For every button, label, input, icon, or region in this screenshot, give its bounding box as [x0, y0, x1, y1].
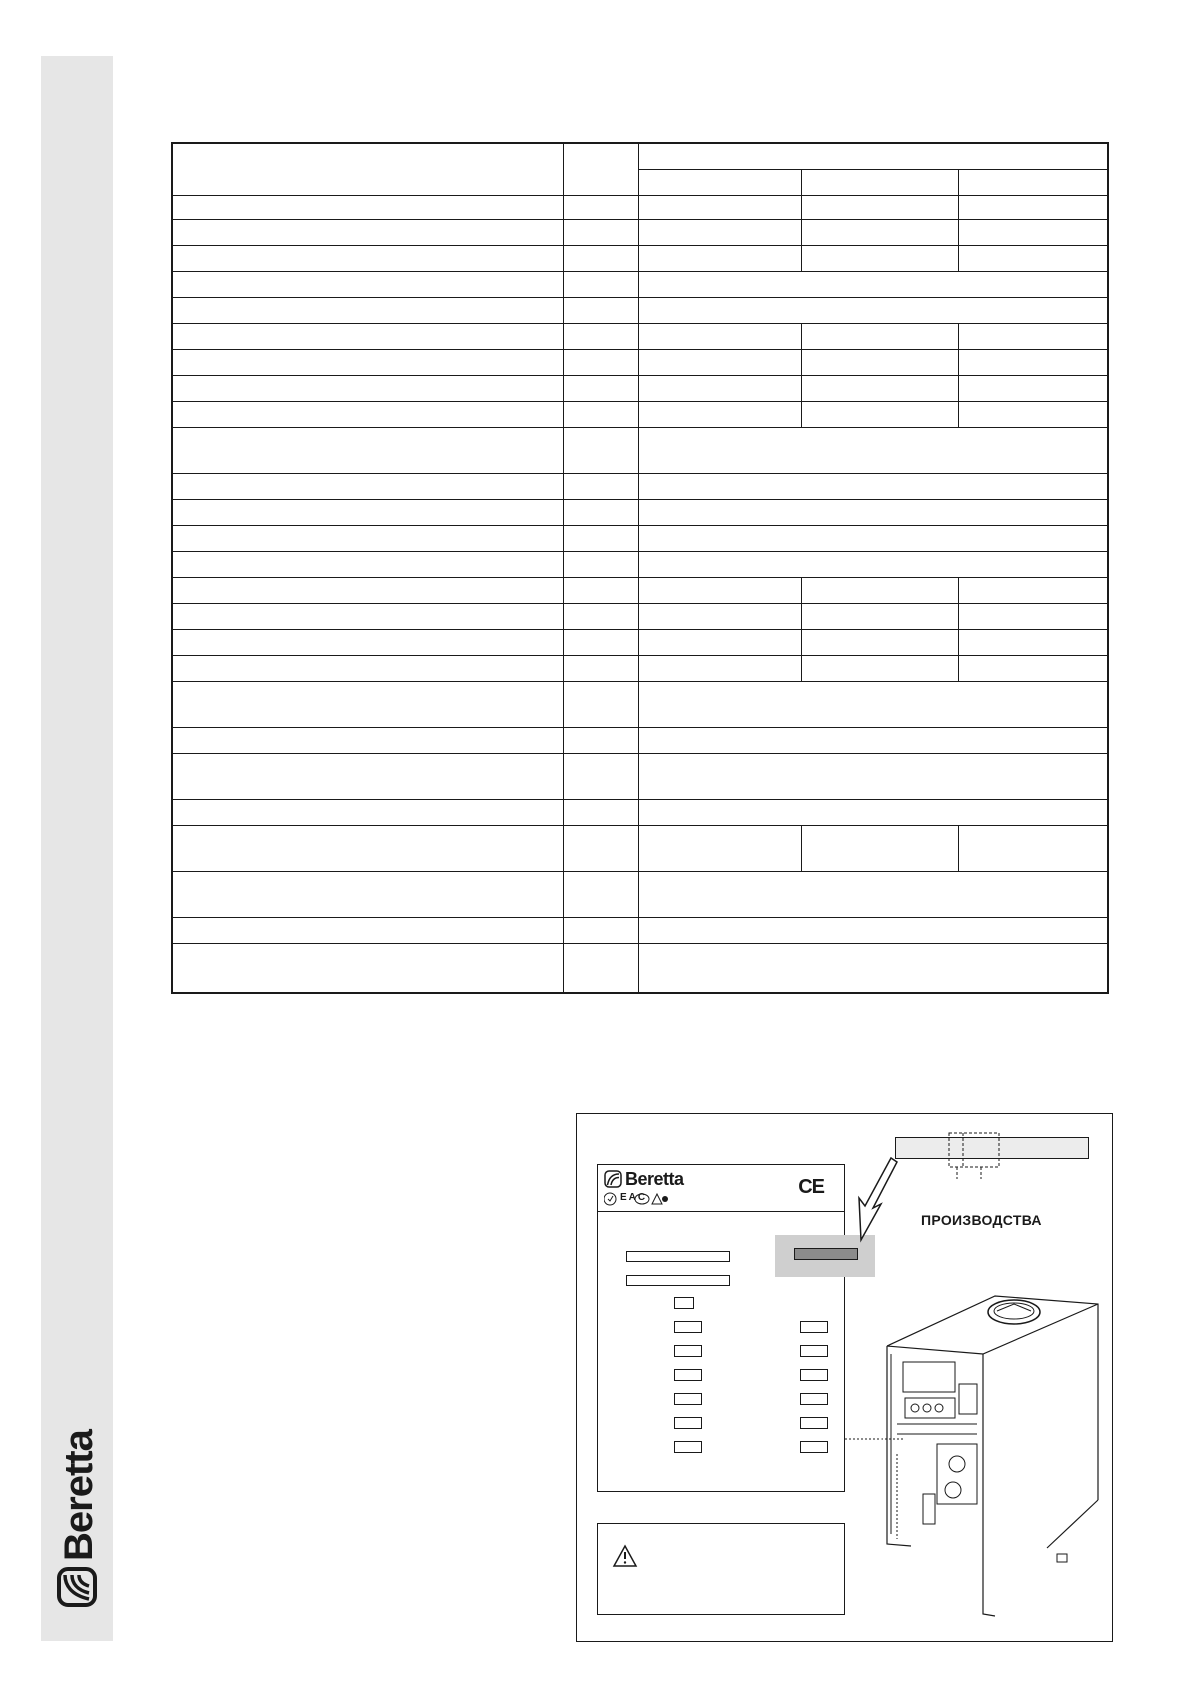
data-plate: [597, 1164, 845, 1492]
plate-field: [626, 1275, 730, 1286]
table-col-divider: [638, 800, 639, 825]
plate-field: [800, 1345, 828, 1357]
table-row: [173, 350, 1107, 376]
table-col-divider: [638, 220, 639, 245]
plate-field: [800, 1321, 828, 1333]
table-col-divider: [958, 578, 959, 603]
plate-header: [598, 1165, 844, 1212]
table-col-divider: [801, 656, 802, 681]
table-col-divider: [563, 272, 564, 297]
table-col-divider: [801, 220, 802, 245]
table-row: [173, 754, 1107, 800]
plate-brand: Beretta: [604, 1169, 684, 1190]
plate-field: [674, 1417, 702, 1429]
table-col-divider: [638, 728, 639, 753]
table-row: [173, 402, 1107, 428]
table-row: [173, 324, 1107, 350]
table-row: [173, 500, 1107, 526]
table-col-divider: [563, 800, 564, 825]
table-row: [173, 474, 1107, 500]
table-col-divider: [801, 630, 802, 655]
table-row: [173, 376, 1107, 402]
table-col-divider: [801, 246, 802, 271]
table-col-divider: [638, 826, 639, 871]
table-col-divider: [958, 604, 959, 629]
table-col-divider: [563, 728, 564, 753]
table-col-divider: [638, 944, 639, 970]
cert-marks: [604, 1192, 668, 1206]
table-col-divider: [958, 196, 959, 219]
plate-field: [800, 1369, 828, 1381]
table-col-divider: [563, 402, 564, 427]
table-col-divider: [638, 656, 639, 681]
table-col-divider: [958, 246, 959, 271]
table-col-divider: [958, 402, 959, 427]
table-col-divider: [563, 350, 564, 375]
boiler-illustration: [877, 1254, 1102, 1634]
table-col-divider: [638, 428, 639, 473]
table-col-divider: [563, 526, 564, 551]
plate-field: [800, 1417, 828, 1429]
table-col-divider: [563, 220, 564, 245]
table-col-divider: [638, 682, 639, 727]
table-row: [173, 728, 1107, 754]
table-row: [173, 944, 1107, 970]
table-col-divider: [638, 272, 639, 297]
warning-box: [597, 1523, 845, 1615]
eac-mark: EAC: [620, 1192, 648, 1203]
table-col-divider: [563, 826, 564, 871]
table-col-divider: [563, 918, 564, 943]
warning-triangle-icon: [612, 1544, 638, 1568]
table-col-divider: [958, 630, 959, 655]
table-col-divider: [801, 826, 802, 871]
table-col-divider: [801, 376, 802, 401]
table-col-divider: [563, 754, 564, 799]
svg-text:Beretta: Beretta: [57, 1430, 101, 1561]
table-col-divider: [801, 402, 802, 427]
production-label: ПРОИЗВОДСТВА: [921, 1212, 1042, 1228]
table-col-divider: [563, 428, 564, 473]
table-col-divider: [801, 350, 802, 375]
table-col-divider: [563, 144, 564, 195]
plate-field: [674, 1321, 702, 1333]
sidebar-logo: [41, 1391, 113, 1611]
table-row: [173, 526, 1107, 552]
table-col-divider: [563, 298, 564, 323]
table-row: [173, 298, 1107, 324]
serial-field: [794, 1248, 858, 1260]
sidebar-band: [41, 56, 113, 1641]
table-col-divider: [638, 324, 639, 349]
table-col-divider: [638, 526, 639, 551]
table-col-divider: [638, 552, 639, 577]
table-row: [173, 970, 1107, 992]
table-col-divider: [638, 872, 639, 917]
table-col-divider: [563, 656, 564, 681]
table-col-divider: [958, 350, 959, 375]
ce-mark: CE: [798, 1176, 824, 1198]
table-row: [173, 630, 1107, 656]
spec-table: [171, 142, 1109, 994]
table-col-divider: [563, 872, 564, 917]
plate-field: [674, 1393, 702, 1405]
table-col-divider: [638, 630, 639, 655]
table-row: [173, 800, 1107, 826]
table-col-divider: [563, 630, 564, 655]
table-col-divider: [958, 376, 959, 401]
table-row: [173, 272, 1107, 298]
plate-field: [674, 1441, 702, 1453]
table-col-divider: [638, 376, 639, 401]
serial-zoom-marks: [947, 1131, 1001, 1181]
table-row: [173, 578, 1107, 604]
table-col-divider: [563, 552, 564, 577]
table-row: [173, 656, 1107, 682]
table-col-divider: [563, 604, 564, 629]
table-col-divider: [563, 682, 564, 727]
data-plate-figure: [576, 1113, 1113, 1642]
table-row: [173, 682, 1107, 728]
table-col-divider: [563, 474, 564, 499]
table-col-divider: [638, 604, 639, 629]
table-col-divider: [958, 324, 959, 349]
table-col-divider: [958, 656, 959, 681]
table-col-divider: [638, 350, 639, 375]
table-row: [173, 872, 1107, 918]
arrow-icon: [847, 1154, 907, 1244]
table-col-divider: [563, 196, 564, 219]
table-col-divider: [563, 500, 564, 525]
table-col-divider: [563, 970, 564, 992]
table-row: [173, 246, 1107, 272]
plate-field: [626, 1251, 730, 1262]
plate-field: [674, 1345, 702, 1357]
table-col-divider: [638, 246, 639, 271]
table-col-divider: [638, 196, 639, 219]
table-row: [173, 220, 1107, 246]
table-col-divider: [638, 918, 639, 943]
table-col-divider: [801, 324, 802, 349]
table-col-divider: [638, 578, 639, 603]
table-row: [173, 604, 1107, 630]
table-col-divider: [638, 298, 639, 323]
table-col-divider: [638, 144, 639, 195]
table-col-divider: [638, 474, 639, 499]
table-col-divider: [801, 196, 802, 219]
plate-field: [800, 1393, 828, 1405]
table-col-divider: [801, 578, 802, 603]
table-col-divider: [638, 500, 639, 525]
table-row: [173, 826, 1107, 872]
table-col-divider: [958, 826, 959, 871]
table-row: [173, 428, 1107, 474]
table-row: [173, 918, 1107, 944]
table-row: [173, 144, 1107, 196]
plate-field: [800, 1441, 828, 1453]
table-col-divider: [801, 604, 802, 629]
table-row: [173, 552, 1107, 578]
table-col-divider: [638, 402, 639, 427]
table-col-divider: [563, 324, 564, 349]
table-col-divider: [958, 220, 959, 245]
table-col-divider: [638, 970, 639, 992]
plate-field: [674, 1297, 694, 1309]
table-col-divider: [638, 754, 639, 799]
table-col-divider: [563, 944, 564, 970]
beretta-logo-icon: [41, 1391, 113, 1611]
brand-mark-icon: [604, 1170, 622, 1188]
plate-field: [674, 1369, 702, 1381]
table-col-divider: [563, 246, 564, 271]
table-col-divider: [563, 578, 564, 603]
table-row: [173, 196, 1107, 220]
table-col-divider: [563, 376, 564, 401]
